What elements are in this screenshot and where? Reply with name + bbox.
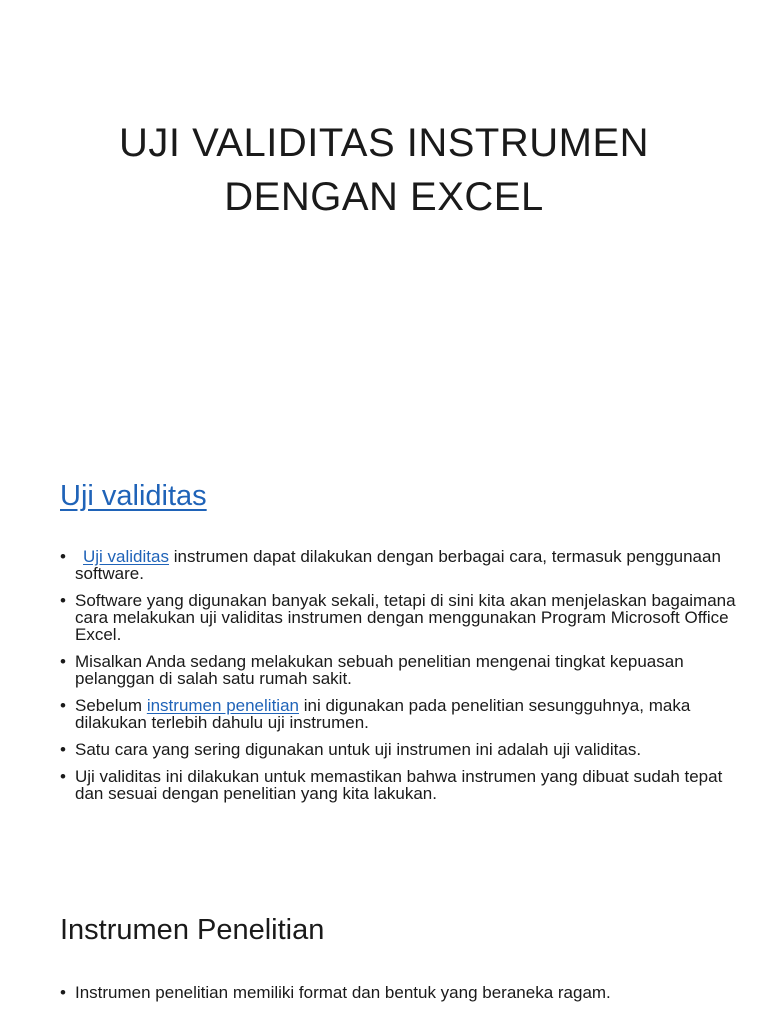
list-item-text: Software yang digunakan banyak sekali, tetapi di sini kita akan menjelaskan bagaimana cara melakukan uji validitas instrumen dengan menggunakan Program Microsoft Office Excel. bbox=[75, 591, 736, 644]
list-item-text: Misalkan Anda sedang melakukan sebuah penelitian mengenai tingkat kepuasan pelanggan di salah satu rumah sakit. bbox=[75, 652, 684, 688]
section-heading-uji-validitas[interactable]: Uji validitas bbox=[60, 480, 207, 512]
list-item-prefix: Sebelum bbox=[75, 696, 147, 715]
list-item bbox=[60, 592, 750, 643]
list-item bbox=[60, 741, 750, 758]
slide-title-line-2: DENGAN EXCEL bbox=[224, 175, 544, 219]
bullet-icon: • bbox=[60, 740, 66, 759]
bullet-icon: • bbox=[60, 591, 66, 610]
section2-bullet-list bbox=[60, 984, 750, 1011]
link-uji-validitas[interactable]: Uji validitas bbox=[83, 547, 169, 566]
list-item bbox=[60, 548, 750, 582]
bullet-icon: • bbox=[60, 652, 66, 671]
bullet-icon: • bbox=[60, 547, 66, 566]
slide-title bbox=[40, 116, 728, 224]
section-heading-instrumen-penelitian: Instrumen Penelitian bbox=[60, 914, 325, 946]
slide-title-line-1: UJI VALIDITAS INSTRUMEN bbox=[118, 121, 650, 165]
list-item bbox=[60, 697, 750, 731]
list-item bbox=[60, 984, 750, 1001]
list-item bbox=[60, 653, 750, 687]
list-item-text: ini digunakan pada penelitian sesungguhnya, maka dilakukan terlebih dahulu uji instrumen. bbox=[75, 696, 691, 732]
link-instrumen-penelitian[interactable]: instrumen penelitian bbox=[146, 696, 299, 715]
list-item-text: Uji validitas ini dilakukan untuk memastikan bahwa instrumen yang dibuat sudah tepat dan sesuai dengan penelitian yang kita lakukan. bbox=[75, 767, 723, 803]
bullet-icon: • bbox=[60, 983, 66, 1002]
bullet-icon: • bbox=[60, 767, 66, 786]
bullet-icon: • bbox=[60, 696, 66, 715]
list-item-text: Satu cara yang sering digunakan untuk uji instrumen ini adalah uji validitas. bbox=[75, 740, 642, 759]
list-item-text: instrumen dapat dilakukan dengan berbagai cara, termasuk penggunaan software. bbox=[75, 547, 721, 583]
section1-bullet-list bbox=[60, 548, 750, 812]
list-item-text: Instrumen penelitian memiliki format dan bentuk yang beraneka ragam. bbox=[75, 983, 611, 1002]
list-item bbox=[60, 768, 750, 802]
